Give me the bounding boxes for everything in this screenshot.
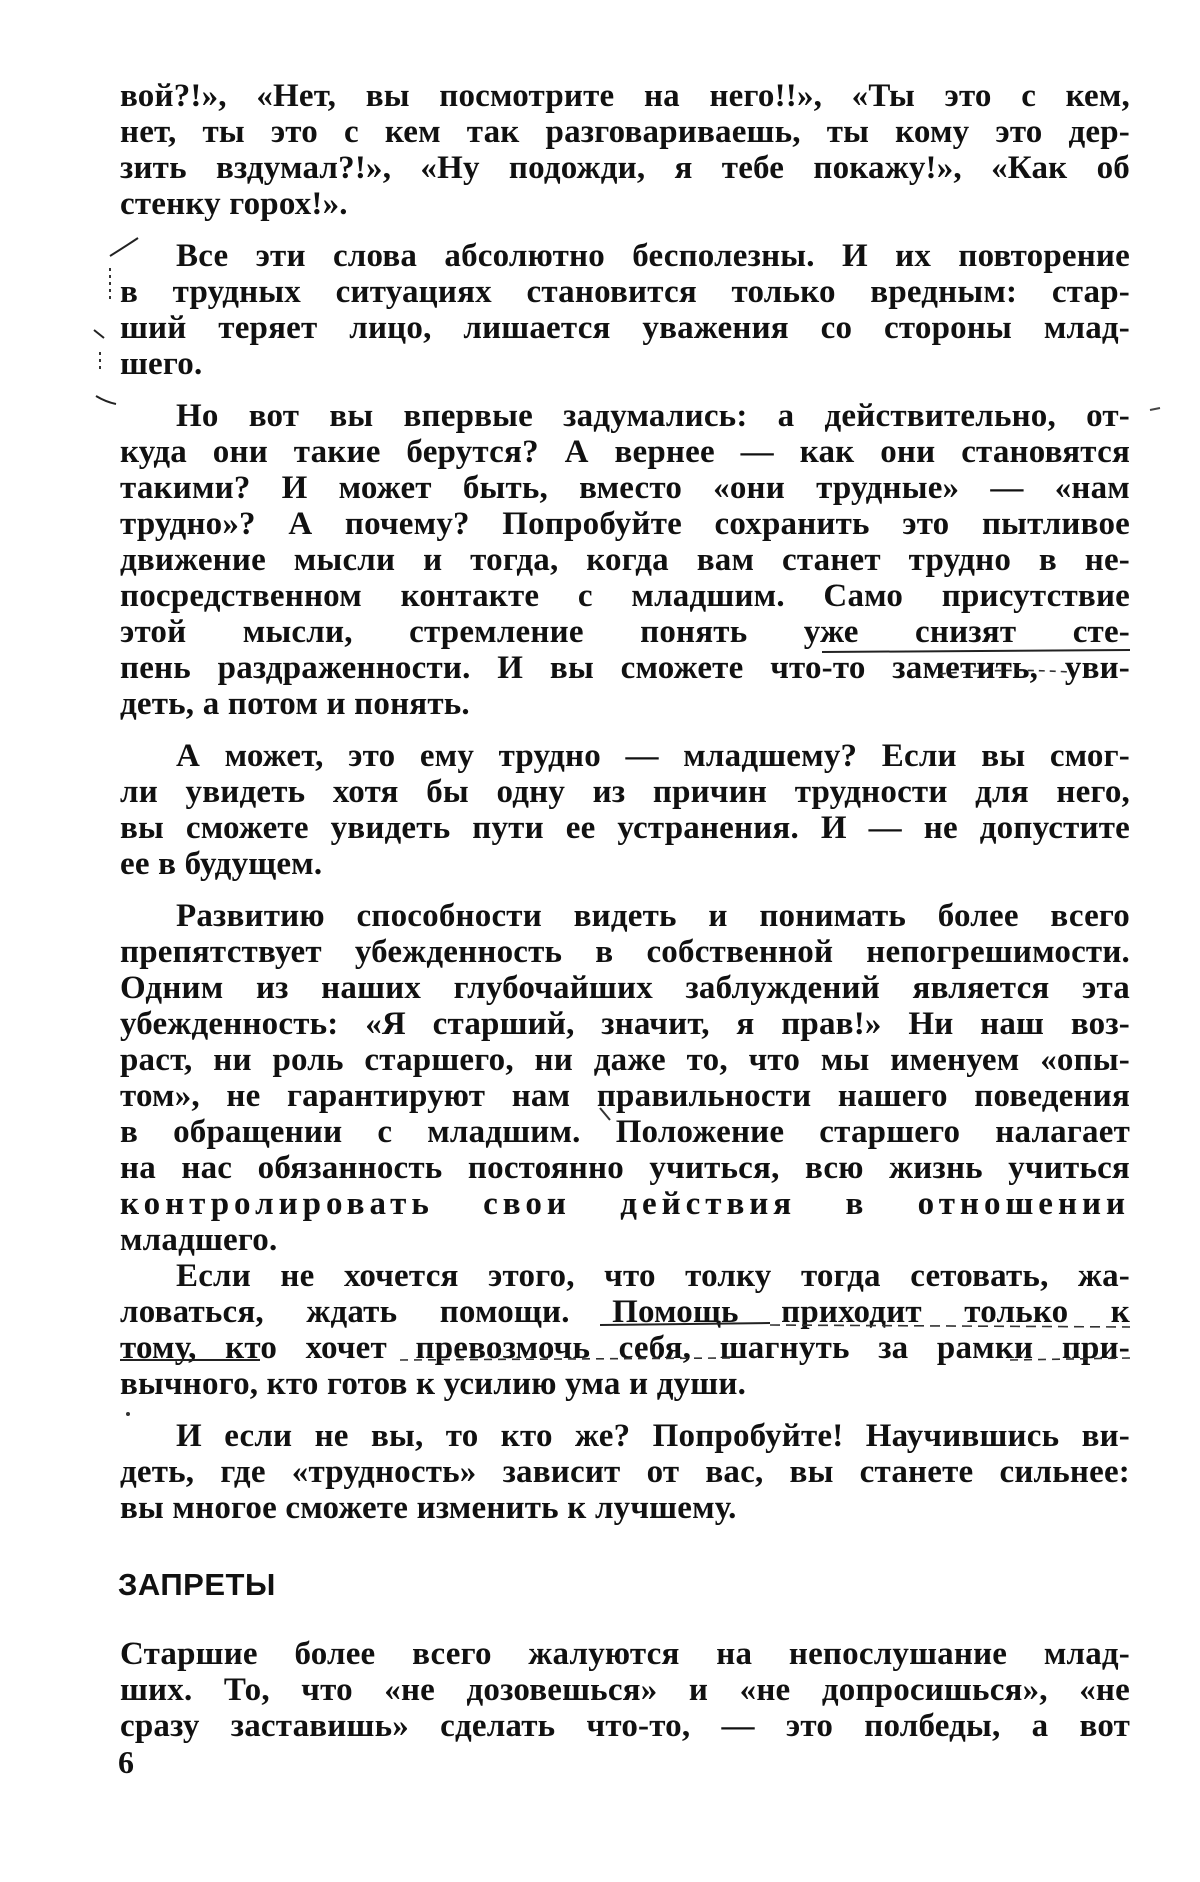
text-line: движение мысли и тогда, когда вам станет трудно в не-	[120, 542, 1130, 578]
text-line-spaced: контролировать свои действия в отношении	[120, 1186, 1130, 1222]
text-line: деть, где «трудность» зависит от вас, вы станете сильнее:	[120, 1454, 1130, 1490]
text-line: А может, это ему трудно — младшему? Если вы смог-	[176, 738, 1130, 774]
text-line: Старшие более всего жалуются на непослушание млад-	[120, 1636, 1130, 1672]
margin-dot-mark	[126, 1412, 130, 1416]
text-line: деть, а потом и понять.	[120, 686, 470, 722]
text-line: И если не вы, то кто же? Попробуйте! Научившись ви-	[176, 1418, 1130, 1454]
text-line: вой?!», «Нет, вы посмотрите на него!!», «Ты это с кем,	[120, 78, 1130, 114]
text-line: раст, ни роль старшего, ни даже то, что мы именуем «опы-	[120, 1042, 1130, 1078]
text-line: стенку горох!».	[120, 186, 348, 222]
text-line: посредственном контакте с младшим. Само присутствие	[120, 578, 1130, 614]
text-line: Все эти слова абсолютно бесполезны. И их повторение	[176, 238, 1130, 274]
text-line: Одним из наших глубочайших заблуждений является эта	[120, 970, 1130, 1006]
text-line: младшего.	[120, 1222, 278, 1258]
text-line: вы сможете увидеть пути ее устранения. И — не допустите	[120, 810, 1130, 846]
text-line: шего.	[120, 346, 203, 382]
margin-tick-mark	[1150, 408, 1160, 410]
text-line: Если не хочется этого, что толку тогда сетовать, жа-	[176, 1258, 1130, 1294]
text-line: на нас обязанность постоянно учиться, всю жизнь учиться	[120, 1150, 1130, 1186]
text-line: ший теряет лицо, лишается уважения со стороны млад-	[120, 310, 1130, 346]
text-line: убежденность: «Я старший, значит, я прав!» Ни наш воз-	[120, 1006, 1130, 1042]
text-line: ших. То, что «не дозовешься» и «не допросишься», «не	[120, 1672, 1130, 1708]
margin-bracket-mark	[96, 396, 116, 404]
margin-bracket-mark	[110, 238, 138, 256]
text-line: том», не гарантируют нам правильности нашего поведения	[120, 1078, 1130, 1114]
text-line: Но вот вы впервые задумались: а действительно, от-	[176, 398, 1130, 434]
text-line: пень раздраженности. И вы сможете что-то заметить, уви-	[120, 650, 1130, 686]
text-line: вычного, кто готов к усилию ума и души.	[120, 1366, 747, 1402]
text-line: зить вздумал?!», «Ну подожди, я тебе покажу!», «Как об	[120, 150, 1130, 186]
text-line: ловаться, ждать помощи. Помощь приходит только к	[120, 1294, 1130, 1330]
text-line: Развитию способности видеть и понимать более всего	[176, 898, 1130, 934]
text-line: препятствует убежденность в собственной непогрешимости.	[120, 934, 1130, 970]
text-line: такими? И может быть, вместо «они трудные» — «нам	[120, 470, 1130, 506]
text-line: вы многое сможете изменить к лучшему.	[120, 1490, 737, 1526]
text-line: в трудных ситуациях становится только вредным: стар-	[120, 274, 1130, 310]
text-line: куда они такие берутся? А вернее — как они становятся	[120, 434, 1130, 470]
text-line: этой мысли, стремление понять уже снизят сте-	[120, 614, 1130, 650]
text-line: ее в будущем.	[120, 846, 323, 882]
page-number: 6	[118, 1744, 134, 1780]
text-line: в обращении с младшим. Положение старшего налагает	[120, 1114, 1130, 1150]
text-line: нет, ты это с кем так разговариваешь, ты кому это дер-	[120, 114, 1130, 150]
text-line: трудно»? А почему? Попробуйте сохранить это пытливое	[120, 506, 1130, 542]
margin-bracket-mark	[94, 330, 104, 338]
text-line: тому, кто хочет превозмочь себя, шагнуть за рамки при-	[120, 1330, 1130, 1366]
text-line: сразу заставишь» сделать что-то, — это полбеды, а вот	[120, 1708, 1130, 1744]
text-line: ли увидеть хотя бы одну из причин трудности для него,	[120, 774, 1130, 810]
section-heading: ЗАПРЕТЫ	[118, 1567, 276, 1602]
